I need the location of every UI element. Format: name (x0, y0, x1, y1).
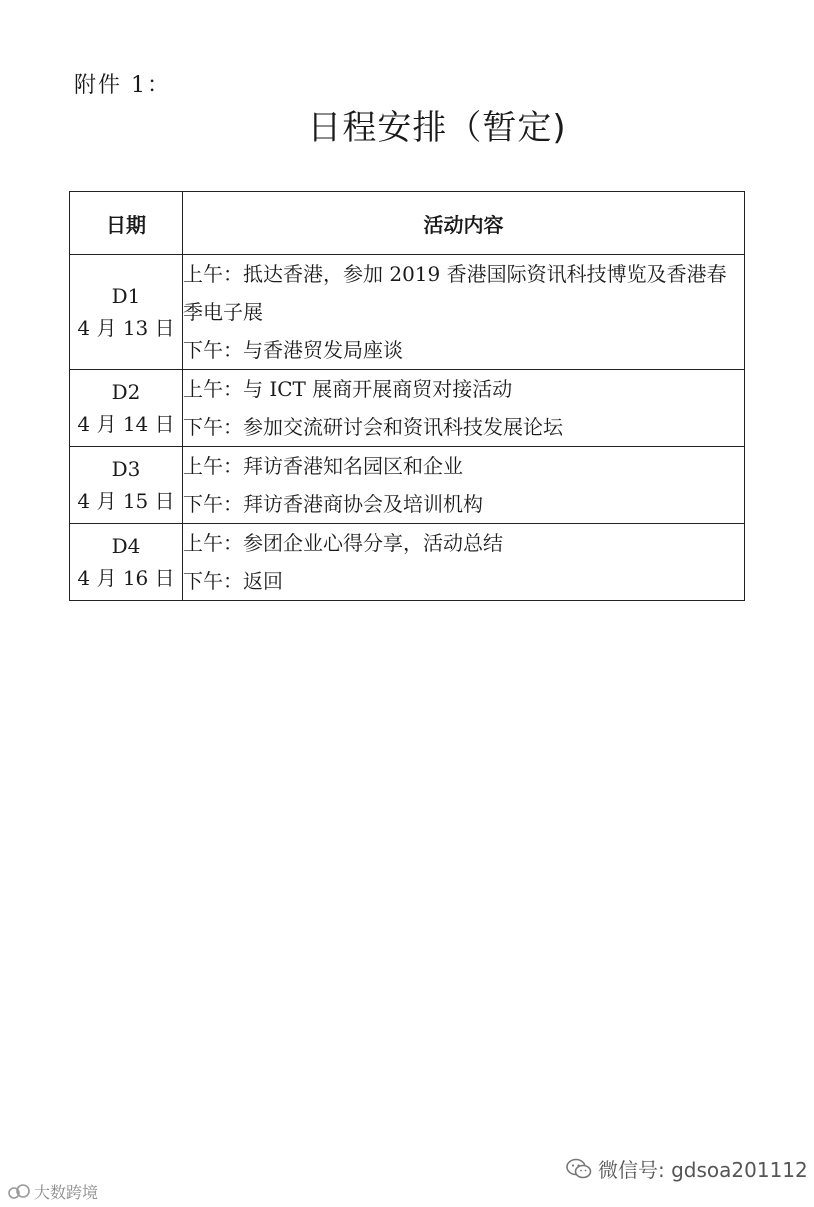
table-header-row (70, 192, 745, 255)
header-activity: 活动内容 (183, 192, 745, 255)
table-row (70, 524, 745, 601)
header-date: 日期 (70, 192, 183, 255)
afternoon-activity: 下午：与香港贸发局座谈 (183, 338, 403, 362)
watermark (8, 1180, 98, 1203)
date-label: 4 月 14 日 (77, 412, 175, 436)
date-label: 4 月 15 日 (77, 489, 175, 513)
day-cell (70, 370, 183, 447)
day-cell (70, 255, 183, 370)
activity-cell (183, 447, 745, 524)
table-row (70, 255, 745, 370)
wechat-id-text: 微信号: gdsoa201112 (598, 1158, 808, 1182)
date-label: 4 月 16 日 (77, 566, 175, 590)
afternoon-activity: 下午：拜访香港商协会及培训机构 (183, 492, 483, 516)
activity-cell (183, 255, 745, 370)
schedule-table (69, 191, 745, 601)
table-row (70, 370, 745, 447)
watermark-logo-icon (8, 1183, 30, 1201)
date-label: 4 月 13 日 (77, 316, 175, 340)
day-label: D1 (111, 284, 141, 308)
afternoon-activity: 下午：参加交流研讨会和资讯科技发展论坛 (183, 415, 563, 439)
activity-cell (183, 524, 745, 601)
day-label: D4 (111, 534, 141, 558)
table-row (70, 447, 745, 524)
day-label: D3 (111, 457, 141, 481)
page-title: 日程安排（暂定) (307, 108, 567, 148)
attachment-label: 附件 1： (74, 73, 171, 98)
day-label: D2 (111, 380, 141, 404)
watermark-text: 大数跨境 (34, 1183, 99, 1202)
wechat-icon (566, 1158, 592, 1180)
activity-cell (183, 370, 745, 447)
morning-activity: 上午：抵达香港，参加 2019 香港国际资讯科技博览及香港春季电子展 (183, 262, 727, 324)
wechat-id-label (566, 1154, 808, 1183)
morning-activity: 上午：拜访香港知名园区和企业 (183, 454, 463, 478)
afternoon-activity: 下午：返回 (183, 569, 283, 593)
day-cell (70, 447, 183, 524)
day-cell (70, 524, 183, 601)
morning-activity: 上午：参团企业心得分享，活动总结 (183, 531, 503, 555)
morning-activity: 上午：与 ICT 展商开展商贸对接活动 (183, 377, 513, 401)
